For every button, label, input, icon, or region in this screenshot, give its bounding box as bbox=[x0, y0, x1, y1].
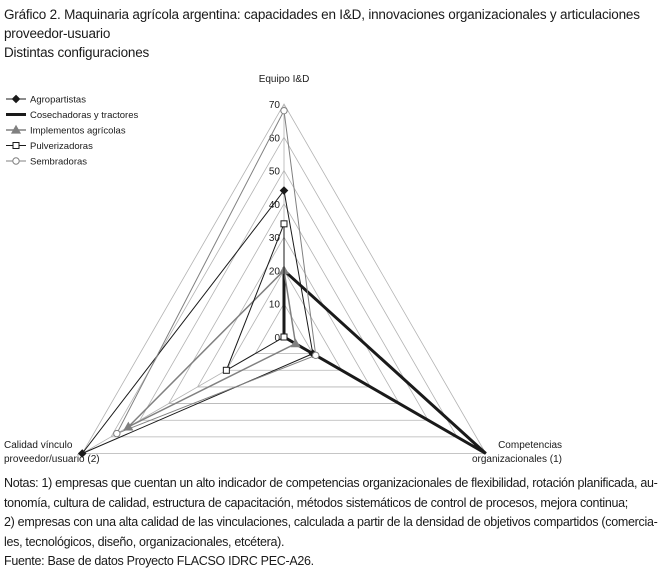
axis-label-2-line-2: organizacionales (1) bbox=[471, 454, 562, 465]
chart-subtitle: Distintas configuraciones bbox=[4, 45, 150, 60]
series-cosechadoras-y-tractores bbox=[284, 270, 486, 453]
legend-label-implementos-agr-colas: Implementos agrícolas bbox=[30, 125, 126, 137]
tick-label-50: 50 bbox=[268, 166, 280, 178]
data-point-sembradoras-1 bbox=[281, 107, 287, 113]
tick-label-10: 10 bbox=[268, 299, 280, 311]
legend-marker-sembradoras bbox=[13, 158, 19, 164]
axis-label-3-line-1: Calidad vínculo bbox=[4, 440, 73, 451]
legend-item-pulverizadoras bbox=[6, 141, 93, 152]
tick-label-30: 30 bbox=[268, 233, 280, 245]
chart-notes bbox=[4, 474, 658, 572]
series-line-agropartistas bbox=[82, 191, 313, 454]
tick-label-40: 40 bbox=[268, 199, 280, 211]
series-line-pulverizadoras bbox=[226, 224, 284, 370]
chart-title-line-1: Gráfico 2. Maquinaria agrícola argentina: capacidades en I&D, innovaciones organizacionales y articulaciones bbox=[4, 7, 640, 22]
series-sembradoras bbox=[114, 107, 319, 436]
note-line-1: Notas: 1) empresas que cuentan un alto indicador de competencias organizacionales de flexibilidad, rotación planificada, au- bbox=[4, 476, 658, 490]
data-point-pulverizadoras-2 bbox=[281, 334, 287, 340]
legend-item-implementos-agr-colas bbox=[6, 126, 126, 137]
legend-label-cosechadoras-y-tractores: Cosechadoras y tractores bbox=[30, 110, 139, 121]
legend-label-pulverizadoras: Pulverizadoras bbox=[30, 141, 93, 152]
tick-label-70: 70 bbox=[268, 100, 280, 111]
axis-label-3-line-2: proveedor/usuario (2) bbox=[4, 454, 100, 465]
data-point-pulverizadoras-1 bbox=[281, 221, 287, 227]
legend-item-cosechadoras-y-tractores bbox=[6, 110, 138, 121]
legend-label-agropartistas: Agropartistas bbox=[30, 94, 86, 106]
legend-item-agropartistas bbox=[6, 95, 86, 106]
data-point-sembradoras-3 bbox=[114, 430, 120, 436]
tick-label-60: 60 bbox=[268, 133, 280, 145]
tick-label-0: 0 bbox=[274, 333, 280, 344]
series-implementos-agr-colas bbox=[124, 266, 300, 430]
legend bbox=[6, 95, 138, 168]
legend-marker-pulverizadoras bbox=[13, 143, 19, 149]
legend-label-sembradoras: Sembradoras bbox=[30, 156, 88, 168]
source-line: Fuente: Base de datos Proyecto FLACSO IDRC PEC-A26. bbox=[4, 554, 314, 568]
legend-marker-agropartistas bbox=[12, 95, 19, 102]
series-agropartistas bbox=[79, 187, 317, 457]
chart-title-line-2: proveedor-usuario bbox=[4, 26, 111, 41]
tick-label-20: 20 bbox=[268, 266, 280, 278]
note-line-4: les, tecnológicos, diseño, organizacionales, etcétera). bbox=[4, 534, 285, 549]
axis-label-2-line-1: Competencias bbox=[498, 440, 562, 451]
radar-series bbox=[79, 107, 486, 457]
legend-item-sembradoras bbox=[6, 157, 87, 168]
series-line-cosechadoras-y-tractores bbox=[284, 270, 486, 453]
data-point-pulverizadoras-3 bbox=[223, 367, 229, 373]
note-line-2: tonomía, cultura de calidad, estructura de capacitación, métodos sistemáticos de control de procesos, mejora continua; bbox=[4, 495, 628, 510]
note-line-3: 2) empresas con una alta calidad de las vinculaciones, calculada a partir de la densidad de objetivos compartidos (comercia- bbox=[4, 515, 658, 529]
data-point-sembradoras-2 bbox=[313, 352, 319, 358]
axis-label-1-line-1: Equipo I&D bbox=[258, 74, 310, 85]
